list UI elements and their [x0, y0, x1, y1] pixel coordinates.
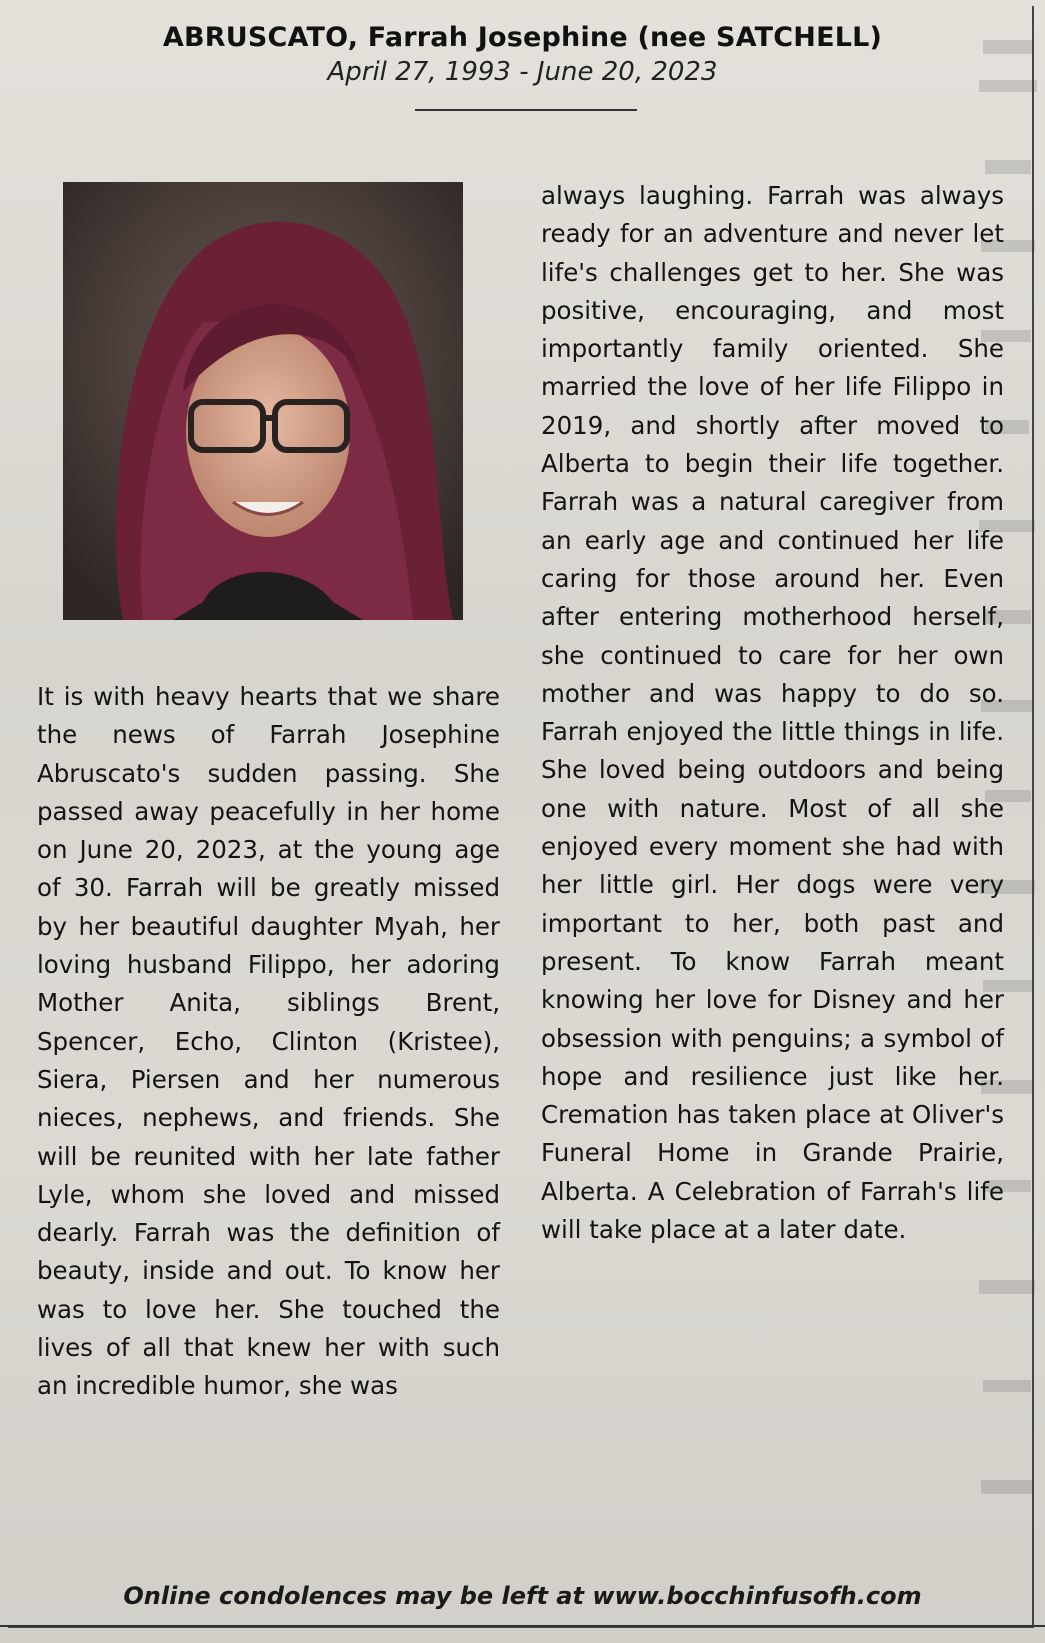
obituary-text-left-column: It is with heavy hearts that we share the news of Farrah Josephine Abruscato's sudden passing. She passed away peacefully in her home on June 20, 2023, at the young age of 30. Farrah will be greatly missed by her beautiful daughter Myah, her loving husband Filippo, her adoring Mother Anita, siblings Brent, Spencer, Echo, Clinton (Kristee), Siera, Piersen and her numerous nieces, nephews, and friends. She will be reunited with her late father Lyle, whom she loved and missed dearly. Farrah was the definition of beauty, inside and out. To know her was to love her. She touched the lives of all that knew her with such an incredible humor, she was	[37, 682, 500, 1401]
header-divider	[415, 109, 637, 111]
portrait-illustration	[63, 182, 463, 620]
portrait-photo	[63, 182, 463, 620]
bottom-rule	[0, 1625, 1045, 1627]
condolences-footer: Online condolences may be left at www.bocchinfusofh.com	[123, 1582, 922, 1610]
deceased-name: ABRUSCATO, Farrah Josephine (nee SATCHELL)	[162, 22, 883, 53]
obituary-text-right-column: always laughing. Farrah was always ready for an adventure and never let life's challenges get to her. She was positive, encouraging, and most importantly family oriented. She married the love of her life Filippo in 2019, and shortly after moved to Alberta to begin their life together. Farrah was a natural caregiver from an early age and continued her life caring for those around her. Even after entering motherhood herself, she continued to care for her own mother and was happy to do so. Farrah enjoyed the little things in life. She loved being outdoors and being one with nature. Most of all she enjoyed every moment she had with her little girl. Her dogs were very important to her, both past and present. To know Farrah meant knowing her love for Disney and her obsession with penguins; a symbol of hope and resilience just like her. Cremation has taken place at Oliver's Funeral Home in Grande Prairie, Alberta. A Celebration of Farrah's life will take place at a later date.	[541, 181, 1004, 1245]
life-dates: April 27, 1993 - June 20, 2023	[327, 57, 718, 87]
notice-header	[0, 22, 1045, 87]
